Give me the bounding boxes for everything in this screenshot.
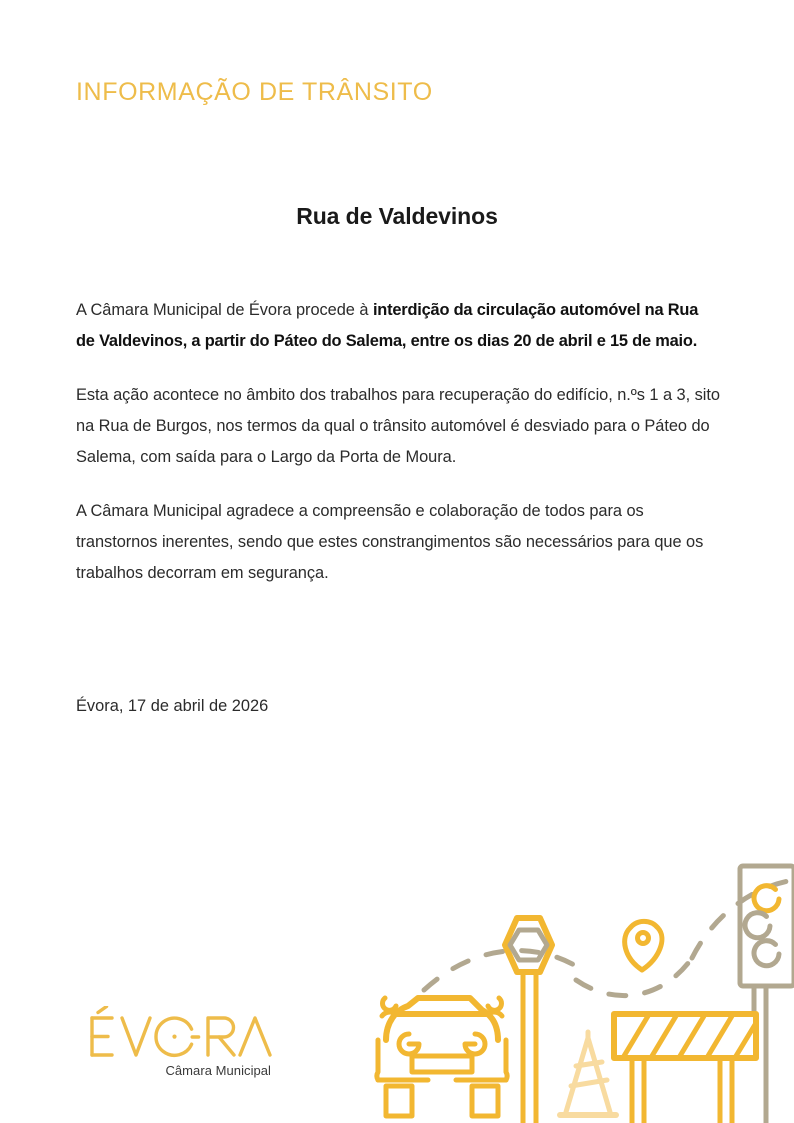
document-header-label: INFORMAÇÃO DE TRÂNSITO [76,78,433,106]
page-title: Rua de Valdevinos [296,203,498,230]
evora-logo [88,1006,273,1078]
traffic-light-icon [740,866,794,1123]
road-barrier-icon [614,1014,756,1123]
map-pin-icon [625,921,662,970]
car-icon [377,998,507,1116]
date-line: Évora, 17 de abril de 2026 [76,697,269,715]
traffic-illustration [362,818,794,1123]
paragraph-1 [76,295,721,357]
paragraph-1-emphasis: interdição da circulação automóvel na Rua de Valdevinos, a partir do Páteo do Salema, entre os dias 20 de abril e 15 de maio. [76,301,699,350]
traffic-cone-icon [560,1032,616,1115]
logo-subtitle: Câmara Municipal [165,1063,271,1078]
evora-wordmark-icon [88,1006,273,1058]
paragraph-1-lead: A Câmara Municipal de Évora procede à [76,301,373,319]
paragraph-2: Esta ação acontece no âmbito dos trabalhos para recuperação do edifício, n.ºs 1 a 3, sito na Rua de Burgos, nos termos da qual o trânsito automóvel é desviado para o Páteo do Salema, com saída para o Largo da Porta de Moura. [76,386,720,466]
document-body [76,295,721,589]
paragraph-3: A Câmara Municipal agradece a compreensão e colaboração de todos para os transtornos inerentes, sendo que estes constrangimentos são necessários para que os trabalhos decorram em segurança. [76,502,704,582]
